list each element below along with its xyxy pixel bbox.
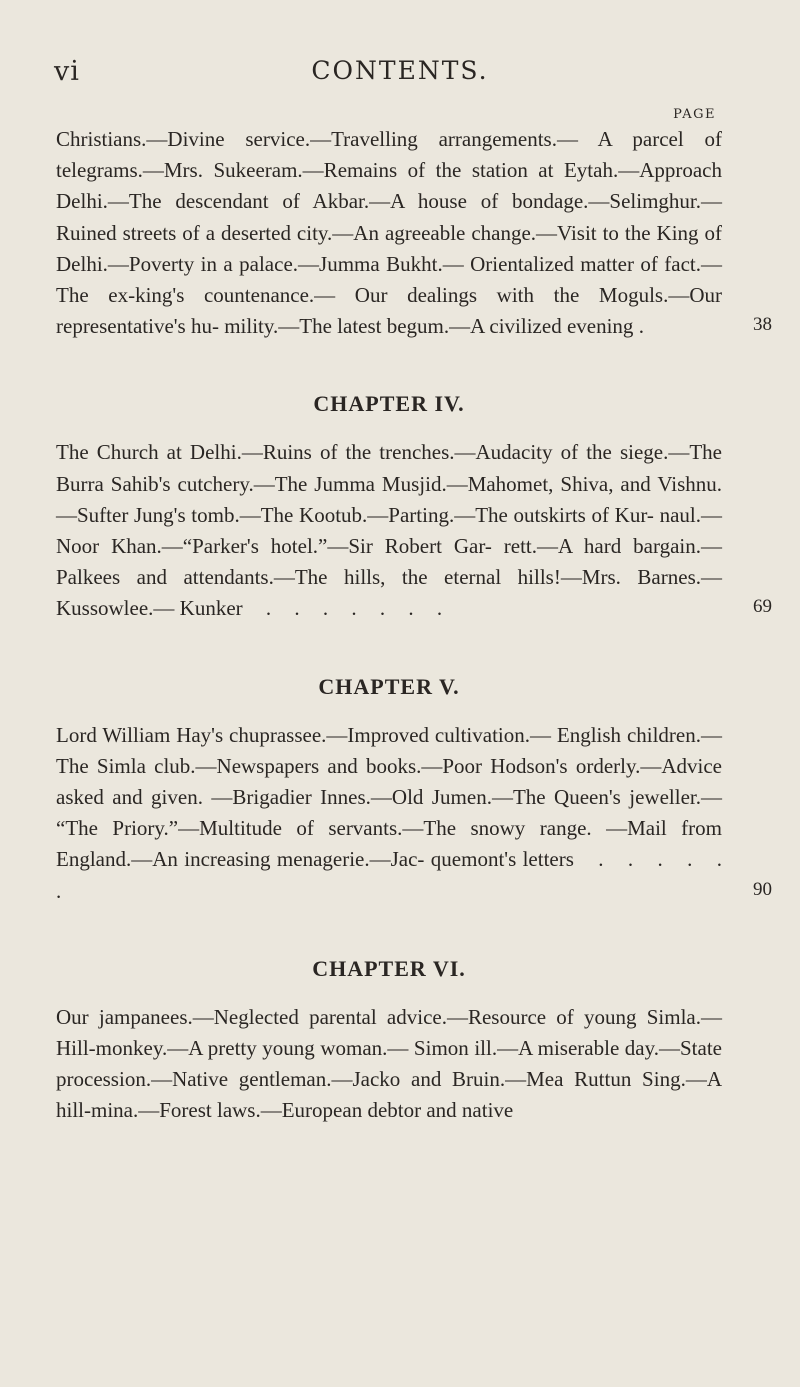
entry-summary	[56, 437, 772, 624]
leader-dots: . . . . . .	[56, 847, 722, 903]
chapter-heading: CHAPTER VI.	[312, 955, 466, 981]
entry-summary	[56, 720, 772, 907]
entry-summary	[56, 124, 772, 342]
contents-entry	[56, 124, 772, 342]
running-head	[0, 56, 800, 96]
entry-text: Christians.—Divine service.—Travelling arrangements.— A parcel of telegrams.—Mrs. Sukeeram.—Remains of the station at Eytah.—Approach Delhi.—The descendant of Akbar.—A house of bondage.—Selimghur.—Ruined streets of a deserted city.—An agreeable change.—Visit to the King of Delhi.—Poverty in a palace.—Jumma Bukht.— Orientalized matter of fact.—The ex-king's countenance.— Our dealings with the Moguls.—Our representative's hu- mility.—The latest begum.—A civilized evening	[56, 127, 722, 339]
contents-entry	[56, 953, 722, 1127]
contents-entry	[56, 671, 772, 907]
running-title: CONTENTS.	[311, 56, 489, 85]
entry-summary	[56, 1002, 722, 1127]
leader-dots: .	[633, 314, 644, 339]
page-number: vi	[54, 56, 80, 87]
entry-text: Lord William Hay's chuprassee.—Improved cultivation.— English children.—The Simla club.—Newspapers and books.—Poor Hodson's orderly.—Advice asked and given. —Brigadier Innes.—Old Jumen.—The Queen's jeweller.— “The Priory.”—Multitude of servants.—The snowy range. —Mail from England.—An increasing menagerie.—Jac- quemont's letters	[56, 722, 722, 872]
entry-page-number: 69	[753, 596, 772, 618]
entry-page-number: 38	[753, 314, 772, 336]
chapter-heading: CHAPTER IV.	[313, 391, 465, 417]
leader-dots: . . . . . . .	[242, 596, 443, 621]
page-column-label: PAGE	[673, 107, 716, 122]
contents-entry	[56, 388, 772, 624]
contents-list	[56, 124, 772, 1127]
entry-page-number: 90	[753, 878, 772, 900]
entry-text: The Church at Delhi.—Ruins of the trenches.—Audacity of the siege.—The Burra Sahib's cutchery.—The Jumma Musjid.—Mahomet, Shiva, and Vishnu.—Sufter Jung's tomb.—The Kootub.—Parting.—The outskirts of Kur- naul.—Noor Khan.—“Parker's hotel.”—Sir Robert Gar- rett.—A hard bargain.—Palkees and attendants.—The hills, the eternal hills!—Mrs. Barnes.—Kussowlee.— Kunker	[56, 440, 722, 621]
chapter-heading: CHAPTER V.	[318, 673, 460, 699]
entry-text: Our jampanees.—Neglected parental advice.—Resource of young Simla.—Hill-monkey.—A pretty young woman.— Simon ill.—A miserable day.—State procession.—Native gentleman.—Jacko and Bruin.—Mea Ruttun Sing.—A hill-mina.—Forest laws.—European debtor and native	[56, 1004, 722, 1123]
